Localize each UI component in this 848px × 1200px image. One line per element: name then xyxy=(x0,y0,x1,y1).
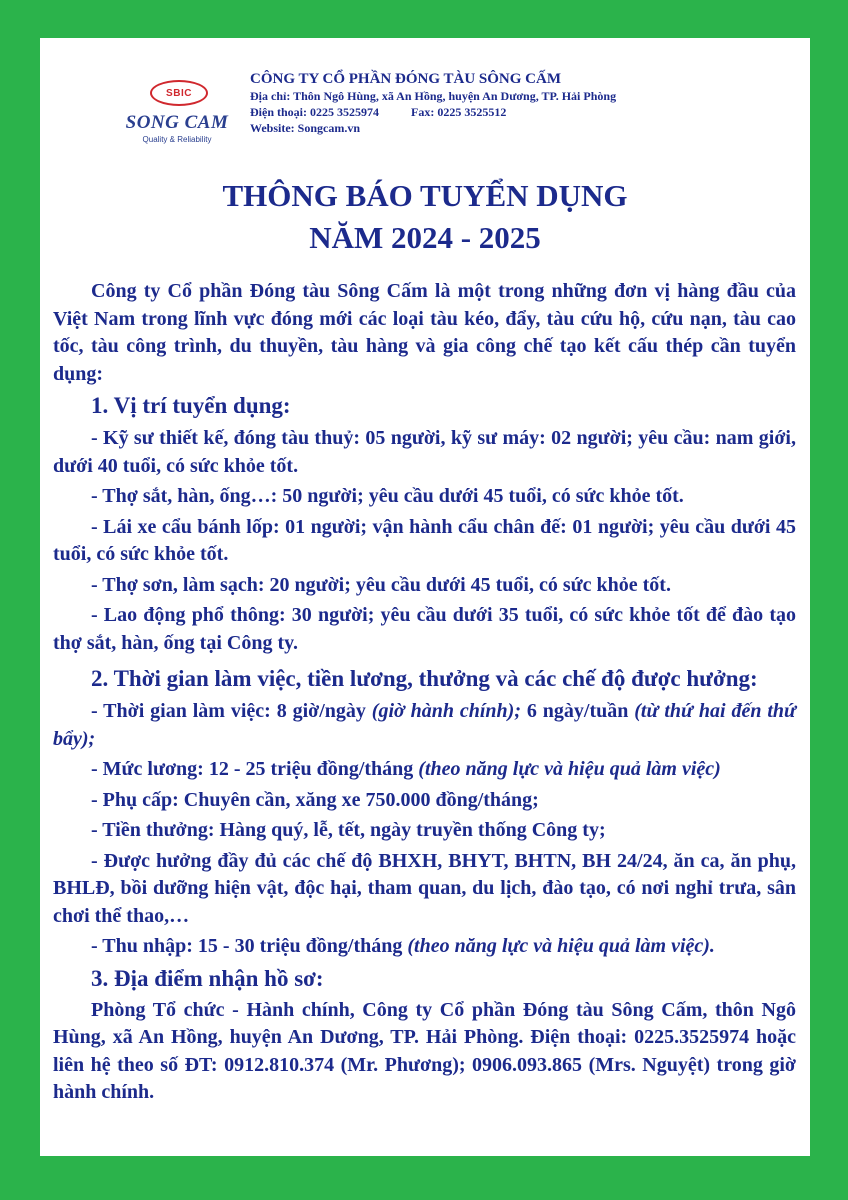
work-time-text: - Thời gian làm việc: 8 giờ/ngày xyxy=(91,700,372,722)
benefits-item: - Được hưởng đầy đủ các chế độ BHXH, BHYT, BHTN, BH 24/24, ăn ca, ăn phụ, BHLĐ, bồi dưỡng hiện vật, độc hại, tham quan, du lịch, đào tạo, có nơi nghỉ trưa, sân chơi thể thao,… xyxy=(53,849,796,927)
logo-name: SONG CAM xyxy=(125,112,229,133)
bonus-item: - Tiền thưởng: Hàng quý, lễ, tết, ngày truyền thống Công ty; xyxy=(91,819,606,841)
notice-year: NĂM 2024 - 2025 xyxy=(309,220,541,255)
section1-heading: 1. Vị trí tuyển dụng: xyxy=(91,393,291,418)
intro-paragraph: Công ty Cổ phần Đóng tàu Sông Cấm là một trong những đơn vị hàng đầu của Việt Nam trong lĩnh vực đóng mới các loại tàu kéo, đẩy, tàu cứu hộ, cứu nạn, tàu cao tốc, tàu công trình, du thuyền, tàu hàng và gia công chế tạo kết cấu thép cần tuyển dụng: xyxy=(53,280,796,385)
salary-note: (theo năng lực và hiệu quả làm việc) xyxy=(418,758,721,780)
notice-page xyxy=(40,38,810,1156)
position-item: - Thợ sơn, làm sạch: 20 người; yêu cầu dưới 45 tuổi, có sức khỏe tốt. xyxy=(91,573,671,596)
position-item: - Kỹ sư thiết kế, đóng tàu thuỷ: 05 người, kỹ sư máy: 02 người; yêu cầu: nam giới, dưới 40 tuổi, có sức khỏe tốt. xyxy=(53,427,796,477)
section3-heading: 3. Địa điểm nhận hồ sơ: xyxy=(91,965,324,991)
position-item: - Lao động phổ thông: 30 người; yêu cầu dưới 35 tuổi, có sức khỏe tốt để đào tạo thợ sắt, hàn, ống tại Công ty. xyxy=(53,604,796,654)
notice-body xyxy=(53,278,796,1107)
application-location: Phòng Tổ chức - Hành chính, Công ty Cổ phần Đóng tàu Sông Cấm, thôn Ngô Hùng, xã An Hồng, huyện An Dương, TP. Hải Phòng. Điện thoại: 0225.3525974 hoặc liên hệ theo số ĐT: 0912.810.374 (Mr. Phương); 0906.093.865 (Mrs. Nguyệt) trong giờ hành chính. xyxy=(53,998,796,1103)
company-fax: Fax: 0225 3525512 xyxy=(411,105,507,119)
company-info xyxy=(250,70,616,136)
work-days-note: (từ thứ hai đến thứ bẩy); xyxy=(53,700,796,750)
logo-mark xyxy=(150,80,208,106)
income-item xyxy=(53,933,796,961)
company-name: CÔNG TY CỔ PHẦN ĐÓNG TÀU SÔNG CẤM xyxy=(250,71,561,87)
work-time-item xyxy=(53,698,796,753)
company-phone: Điện thoại: 0225 3525974 xyxy=(250,105,379,119)
position-item: - Thợ sắt, hàn, ống…: 50 người; yêu cầu dưới 45 tuổi, có sức khỏe tốt. xyxy=(91,485,684,507)
notice-title: THÔNG BÁO TUYỂN DỤNG xyxy=(222,178,628,213)
work-days-text: 6 ngày/tuần xyxy=(521,700,635,722)
logo-mark-text: SBIC xyxy=(166,87,192,99)
income-text: - Thu nhập: 15 - 30 triệu đồng/tháng xyxy=(91,935,408,957)
company-logo xyxy=(112,80,242,144)
company-address: Địa chỉ: Thôn Ngô Hùng, xã An Hồng, huyện An Dương, TP. Hải Phòng xyxy=(250,89,617,103)
salary-text: - Mức lương: 12 - 25 triệu đồng/tháng xyxy=(91,758,419,780)
work-time-note: (giờ hành chính); xyxy=(371,700,521,722)
salary-item xyxy=(53,756,796,784)
income-note: (theo năng lực và hiệu quả làm việc). xyxy=(407,935,715,957)
company-contact xyxy=(250,104,616,120)
section2-heading: 2. Thời gian làm việc, tiền lương, thưởng và các chế độ được hưởng: xyxy=(91,666,758,691)
logo-tagline: Quality & Reliability xyxy=(142,135,212,144)
company-website: Website: Songcam.vn xyxy=(250,121,361,135)
position-item: - Lái xe cẩu bánh lốp: 01 người; vận hành cẩu chân đế: 01 người; yêu cầu dưới 45 tuổi, có sức khỏe tốt. xyxy=(53,515,796,565)
allowance-item: - Phụ cấp: Chuyên cần, xăng xe 750.000 đồng/tháng; xyxy=(91,788,539,811)
